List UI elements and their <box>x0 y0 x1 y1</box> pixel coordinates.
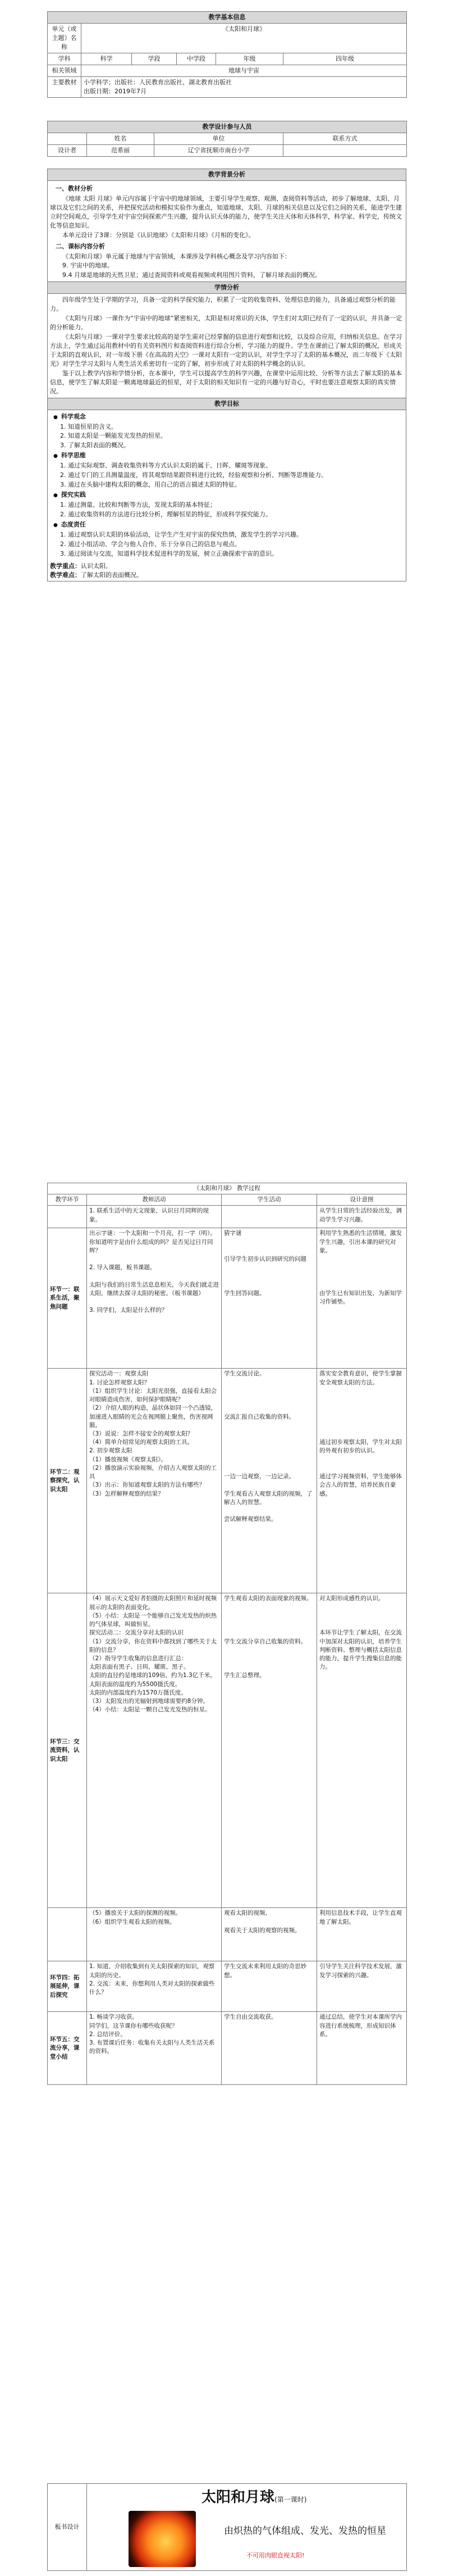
goal-2-item: 2. 通过专门的工具测量温度，将其观察结果跟资料进行比较，经验观察和分析、判断等思维能力。 <box>60 471 327 479</box>
stage-value: 中学段 <box>177 53 216 65</box>
process-intent-cell: 利用学生熟悉的生活情境，激发学生兴趣，引出本课的研究对象。 由学生已有知识出发，为新知学习作铺垫。 <box>317 1228 407 1369</box>
goal-2-item: 3. 通过在头脑中建构太阳的概念，用自己的语言描述太阳的特征。 <box>60 481 241 489</box>
learner-title: 学情分析 <box>48 282 406 294</box>
process-student-cell <box>222 1206 317 1228</box>
board-title-text: 太阳和月球 <box>201 2489 275 2506</box>
process-row <box>48 1206 407 1228</box>
board-body: 由炽热的气体组成、发光、发热的恒星 <box>224 2525 386 2537</box>
board-title <box>201 2487 306 2509</box>
goal-4-item: 2. 通过小组活动、学会与他人合作、乐于分享自己的信息与观点。 <box>60 540 241 548</box>
analysis-table <box>47 169 406 581</box>
process-stage-cell <box>48 1206 87 1228</box>
goal-1-item: 2. 知道太阳是一颗能发光发热的恒星。 <box>60 432 167 440</box>
designer-table <box>47 121 407 157</box>
background-p4: 9. 宇宙中的地球。 <box>62 262 113 270</box>
designer-col-contact: 联系方式 <box>283 133 407 144</box>
analysis-section <box>47 169 406 581</box>
process-intent-cell: 落实安全教育意识，使学生掌握安全观察太阳的方法。 通过初步观察太阳，学生对太阳的外观有初步的认识。 通过学习视频资料，学生能够体会古人的智慧，培养民族自豪感。 <box>317 1369 407 1593</box>
goals-title: 教学目标 <box>48 398 406 410</box>
background-title: 教学背景分析 <box>48 169 406 181</box>
process-col-teacher: 教师活动 <box>87 1194 222 1206</box>
process-row <box>48 1593 407 1908</box>
process-stage-cell: 环节四：拓展延伸，课后探究 <box>48 1961 87 2012</box>
process-intent-cell: 对太阳形成感性的认识。 本环节让学生了解太阳，在交流中加深对太阳的认识，培养学生判断资料、整理与概括太阳信息的能力，提升学生搜集信息的能力。 <box>317 1593 407 1908</box>
board-warning: 不可用肉眼直视太阳! <box>246 2552 305 2559</box>
goals-body <box>48 410 406 581</box>
learner-p3: 《太阳与月球》一课对学生要求比较高的是学生需对已经掌握的信息进行观察和比较，以及综合应用，归纳相关信息。在学习方法上，学生通过运用教材中的有关资料图片和查阅资料进行综合分析，学习能力的提升。学生在课前已了解太阳的概况，形成关于太阳的直观认识，对一年级下册《在高高的天空》一课对太阳有一定的认识，对学生学习了太阳的基本概况，而二年级下《太阳光》对学生学习太阳与人类生活关系密切有一定的了解，初步形成了对太阳的科学概念的认识。 <box>50 333 402 367</box>
process-col-stage: 教学环节 <box>48 1194 87 1206</box>
process-intent-cell: 引导学生关注科学技术发展，激发学习探索的兴趣。 <box>317 1961 407 2012</box>
designer-col-unit: 单位 <box>154 133 283 144</box>
goal-4-item: 3. 通过阅读与交流，知道科学技术促进科学的发展，树立正确探索宇宙的意识。 <box>60 550 278 558</box>
designer-section <box>47 121 406 157</box>
board-table <box>47 2483 407 2571</box>
background-p2: 本单元设计了3课：分别是《认识地球》《太阳和月球》《月相的变化》。 <box>62 231 255 239</box>
hard-point <box>50 571 404 580</box>
designer-title: 教学设计参与人员 <box>48 121 407 133</box>
background-body <box>48 180 406 281</box>
learner-p4: 鉴于以上教学内容和学情分析，在本课中，学生可以提高学生的科学兴趣，在课堂中运用比较、分析等方法去了解太阳的基本信息，使学生了解太阳是一颗离地球最近的恒星，对于太阳的相关知识有一定的兴趣与好奇心，平时也要注意观察太阳的真实情况。 <box>50 369 402 395</box>
goal-heading-2: ● 科学思维 <box>53 451 404 460</box>
process-student-cell: 猜字谜 引导学生初步认识到研究的问题 学生回答问题。 <box>222 1228 317 1369</box>
goal-4-item: 1. 通过观察认识太阳的体验活动，让学生产生对宇宙的探究热情，激发学生的学习兴趣。 <box>60 531 303 539</box>
basic-info-table <box>47 11 407 98</box>
material-label: 主要教材 <box>48 76 81 97</box>
process-teacher-cell: 出示字谜：一个太阳和一个月亮，打一字（明）。你知道明字是由什么组成的吗？是否见过日月同辉？ 2. 导入课题，板书课题。 太阳与我们的日常生活息息相关，今天我们就走进太阳，继续去探寻太阳的秘密。（板书课题） 3. 同学们，太阳是什么样的？ <box>87 1228 222 1369</box>
process-col-student: 学生活动 <box>222 1194 317 1206</box>
unit-value: 《太阳和月球》 <box>81 23 407 53</box>
grade-label: 年级 <box>216 53 283 65</box>
basic-info-title: 教学基本信息 <box>48 12 407 24</box>
process-row <box>48 1369 407 1593</box>
process-teacher-cell: 1. 知道，介绍收集到有关太阳探索的知识，观察太阳的历史。 2. 交流：未来，你想利用人类对太阳的探索做些什么？ <box>87 1961 222 2012</box>
goal-3-item: 2. 通过收集资料的方法进行比较分析，理解恒星的特征，形成科学探究能力。 <box>60 511 272 519</box>
board-content <box>87 2484 407 2571</box>
process-student-cell: 学生交流讨论。 交流汇报自己收集的资料。 一边一边观察，一边记录。 学生观看古人观察太阳的视频，了解古人的智慧。 尝试解释观察结果。 <box>222 1369 317 1593</box>
process-section <box>47 1183 406 2085</box>
goal-heading-3: ● 探究实践 <box>53 490 404 499</box>
grade-value: 四年级 <box>283 53 407 65</box>
process-teacher-cell: 1. 联系生活中的天文现象，认识日月同辉的现象。 <box>87 1206 222 1228</box>
designer-contact <box>283 144 407 156</box>
process-row <box>48 2012 407 2085</box>
background-p3: 《太阳和月球》单元属于地球与宇宙领域，本课涉及学科核心概念及学习内容如下： <box>62 252 291 260</box>
domain-value: 地球与宇宙 <box>81 65 407 76</box>
sun-image <box>129 2511 196 2567</box>
goal-3-item: 1. 通过测量、比较和判断等方法，发现太阳的基本特征； <box>60 501 216 509</box>
material-value: 小学科学；出版社：人民教育出版社、湖北教育出版社 出版日期：2019年7月 <box>81 76 407 97</box>
process-student-cell: 观看太阳的视频， 观看关于太阳的观察的视频。 <box>222 1908 317 1961</box>
process-student-cell: 学生交流未来利用太阳的奇思妙想。 <box>222 1961 317 2012</box>
board-section <box>47 2483 406 2571</box>
process-intent-cell: 从学生日常的生活经验出发，调动学生学习兴趣。 <box>317 1206 407 1228</box>
unit-label: 单元（或主题）名称 <box>48 23 81 53</box>
learner-body <box>48 294 406 398</box>
material-analysis-heading: 一、教材分析 <box>56 184 93 192</box>
designer-name: 范希丽 <box>87 144 154 156</box>
goal-heading-4: ● 态度责任 <box>53 520 404 529</box>
key-point-label: 教学重点： <box>50 562 81 570</box>
subject-label: 学科 <box>48 53 81 65</box>
key-point <box>50 562 404 571</box>
hard-point-label: 教学难点： <box>50 571 81 579</box>
process-stage-cell <box>48 1908 87 1961</box>
process-row <box>48 1961 407 2012</box>
designer-col-name: 姓名 <box>87 133 154 144</box>
domain-label: 相关领域 <box>48 65 81 76</box>
process-student-cell: 学生自由交流收获。 <box>222 2012 317 2085</box>
goal-1-item: 3. 了解太阳表面的概况。 <box>60 442 130 449</box>
board-label: 板书设计 <box>48 2484 87 2571</box>
background-p5: 9.4 月球是地球的天然卫星；通过查阅资料或观看视频或利用图片资料，了解月球表面的概况。 <box>62 271 321 279</box>
designer-role: 设计者 <box>48 144 87 156</box>
process-stage-cell: 环节三：交流资料，认识太阳 <box>48 1593 87 1908</box>
background-p1: 《地球 太阳 月球》单元内容属于宇宙中的地球领域，主要引导学生观察、观测、查阅资料等活动，初步了解地球、太阳、月球以及它们之间的关系，并把探究活动和模拟实验作为重点，知道地球、太阳、月球的相关信息以及它们之间的关系，能进学生建立时空间观点，引导学生对宇宙空间探索产生兴趣，提升认识天体的能力，使学生关注天体和天体科学，科学家、科学史，传统文化等信息知识。 <box>50 194 402 229</box>
key-point-value: 认识太阳。 <box>81 562 112 570</box>
process-rows <box>48 1206 407 2085</box>
learner-p1: 四年级学生处于学期的学习，具备一定的科学探究能力，积累了一定的收集资料、处理信息的能力，具备通过观察分析的能力。 <box>50 296 396 313</box>
hard-point-value: 了解太阳的表面概况。 <box>81 571 143 579</box>
designer-unit: 辽宁省抚顺市南台小学 <box>154 144 283 156</box>
process-stage-cell: 环节一：联系生活，聚焦问题 <box>48 1228 87 1369</box>
process-teacher-cell: （4）展示天文爱好者拍摄的太阳照片和延时视频展示的太阳的表面变化。 （5）小结：太阳是一个能够自己发光发热的炽热的气体星球，叫做恒星。 探究活动二：交流分享对太阳的认识 （1）交流分享，你在资料中都找到了哪些关于太阳的信息？ （2）指导学生收集的信息进行汇总： 太阳表面有黑子、日珥、耀斑、黑子。 太阳的直径约是地球的109倍，约为1.3亿千米。 太阳表面的温度约为5500摄氏度。 太阳的内部温度约为1570万摄氏度。 （3）太阳发出的光辐射到地球需要约8分钟。 （4）小结：太阳是一颗自己发光发热的恒星。 <box>87 1593 222 1908</box>
process-table <box>47 1183 407 2085</box>
process-intent-cell: 通过总结，使学生对本课所学内容进行系统梳理，形成知识体系。 <box>317 2012 407 2085</box>
process-student-cell: 学生观看太阳的表面现象的视频。 学生交流分享自己收集的资料。 学生汇总整理。 <box>222 1593 317 1908</box>
process-teacher-cell: （5）播放关于太阳的探测的视频。 （6）组织学生观看太阳的视频。 <box>87 1908 222 1961</box>
process-teacher-cell: 1. 畅谈学习收获。 同学们，这节课你有哪些收获呢？ 2. 总结评价。 3. 布置课后任务：收集有关太阳与人类生活关系的资料。 <box>87 2012 222 2085</box>
process-stage-cell: 环节二：观察探究，认识太阳 <box>48 1369 87 1593</box>
process-title: 《太阳和月球》 教学过程 <box>48 1183 407 1194</box>
process-col-intent: 设计意图 <box>317 1194 407 1206</box>
process-intent-cell: 利用信息技术手段，让学生直观地了解太阳。 <box>317 1908 407 1961</box>
process-row <box>48 1228 407 1369</box>
goal-2-item: 1. 通过实际观察、调查收集资料等方式认识太阳的属于、日晖、耀斑等现象。 <box>60 462 272 470</box>
goal-1-item: 1. 知道恒星的含义。 <box>60 422 117 430</box>
stage-label: 学段 <box>132 53 177 65</box>
process-row <box>48 1908 407 1961</box>
board-subtitle: (第一课时) <box>274 2496 307 2504</box>
goal-heading-1: ● 科学观念 <box>53 412 404 421</box>
standard-analysis-heading: 二、课标内容分析 <box>56 242 105 250</box>
basic-info-section <box>47 11 406 98</box>
subject-value: 科学 <box>81 53 132 65</box>
process-teacher-cell: 探究活动一：观察太阳 1. 讨论怎样观察太阳？ （1）组织学生讨论：太阳光很强，直接看太阳会对眼睛造成伤害，如何保护眼睛呢？ （2）介绍人眼的构造，晶状体如同一个凸透镜，加速进入眼睛的光会在视网膜上聚焦，伤害视网膜。 （3）说说：怎样不接安全的观察太阳？ （4）简单介绍常见的观察太阳的工具。 2. 初步观察太阳 （1）播放视频《观察太阳》。 （2）播放演示实验视频，介绍古人观察太阳的工具 （3）出示：你知道观察太阳的方法有哪些？ （3）怎样解释观察的结果？ <box>87 1369 222 1593</box>
learner-p2: 《太阳与月球》一课作为“宇宙中的地球”紧密相关，太阳是相对常识的天体，学生们对太阳已经有了一定的认识，并具备一定的分析能力。 <box>50 315 402 331</box>
process-stage-cell: 环节五：交流分享，课堂小结 <box>48 2012 87 2085</box>
